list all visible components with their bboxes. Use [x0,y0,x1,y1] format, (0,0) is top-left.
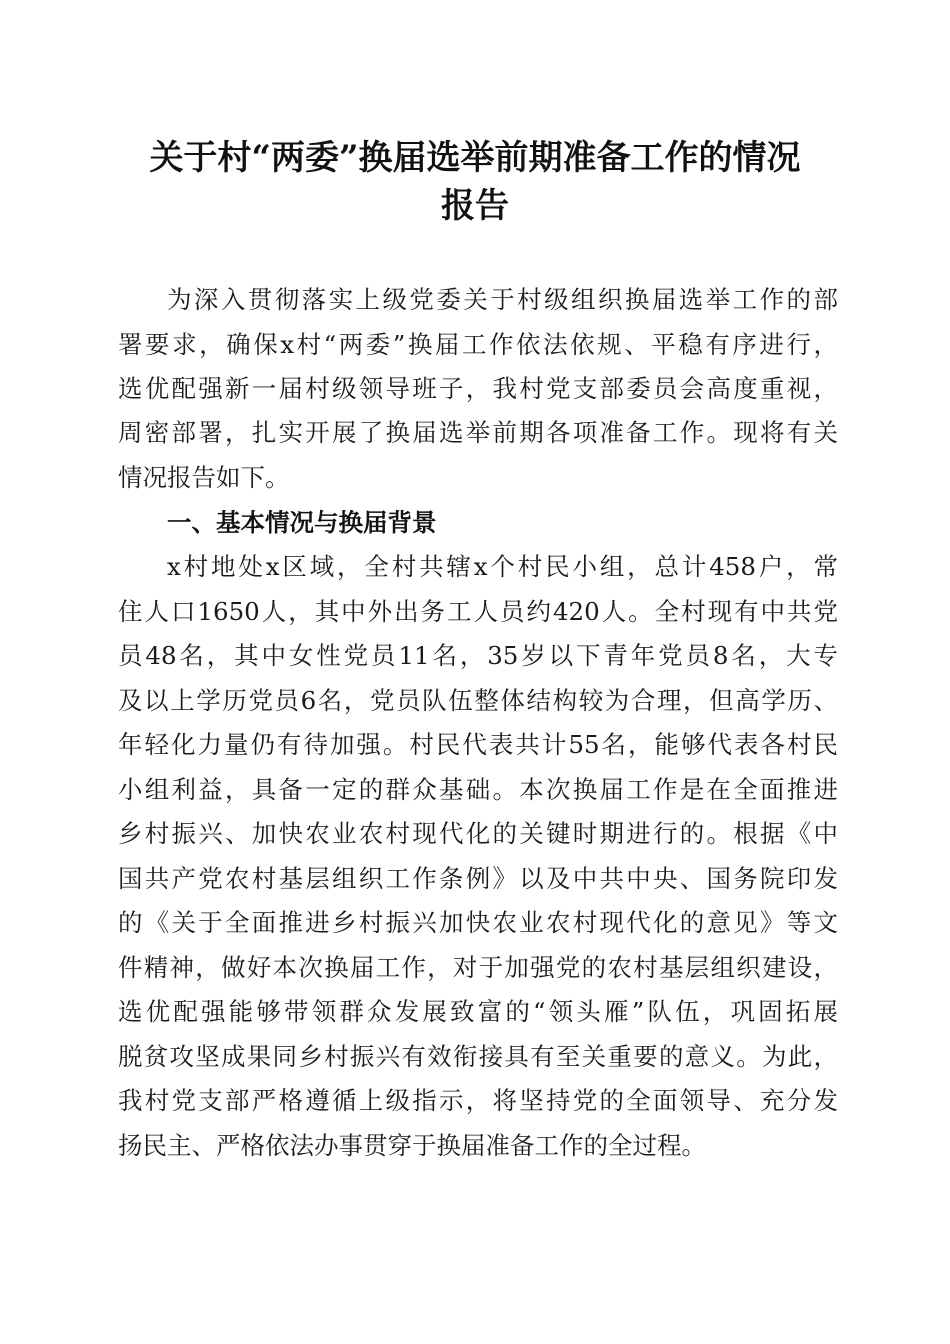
section-line-4: 及以上学历党员6名，党员队伍整体结构较为合理，但高学历、 [118,686,838,715]
section-line-2: 住人口1650人，其中外出务工人员约420人。全村现有中共党 [118,597,838,626]
intro-line-4: 周密部署，扎实开展了换届选举前期各项准备工作。现将有关 [118,418,838,447]
section-line-14: 扬民主、严格依法办事贯穿于换届准备工作的全过程。 [118,1131,706,1160]
document-title-line-1: 关于村“两委”换届选举前期准备工作的情况 [149,138,801,178]
section-heading: 一、基本情况与换届背景 [167,508,437,537]
intro-line-3: 选优配强新一届村级领导班子，我村党支部委员会高度重视， [118,374,838,403]
intro-line-5: 情况报告如下。 [118,463,290,492]
section-line-6: 小组利益，具备一定的群众基础。本次换届工作是在全面推进 [118,775,838,804]
section-line-5: 年轻化力量仍有待加强。村民代表共计55名，能够代表各村民 [118,730,838,759]
section-line-13: 我村党支部严格遵循上级指示，将坚持党的全面领导、充分发 [118,1086,838,1115]
section-line-12: 脱贫攻坚成果同乡村振兴有效衔接具有至关重要的意义。为此， [118,1042,838,1071]
intro-line-1: 为深入贯彻落实上级党委关于村级组织换届选举工作的部 [167,285,838,314]
section-line-1: x村地处x区域，全村共辖x个村民小组，总计458户，常 [167,552,838,581]
document-title-line-2: 报告 [441,186,509,226]
section-line-11: 选优配强能够带领群众发展致富的“领头雁”队伍，巩固拓展 [118,997,838,1026]
section-line-3: 员48名，其中女性党员11名，35岁以下青年党员8名，大专 [118,641,838,670]
section-line-8: 国共产党农村基层组织工作条例》以及中共中央、国务院印发 [118,864,838,893]
intro-line-2: 署要求，确保x村“两委”换届工作依法依规、平稳有序进行， [118,330,838,359]
section-line-9: 的《关于全面推进乡村振兴加快农业农村现代化的意见》等文 [118,908,838,937]
section-line-7: 乡村振兴、加快农业农村现代化的关键时期进行的。根据《中 [118,819,838,848]
section-line-10: 件精神，做好本次换届工作，对于加强党的农村基层组织建设， [118,953,838,982]
